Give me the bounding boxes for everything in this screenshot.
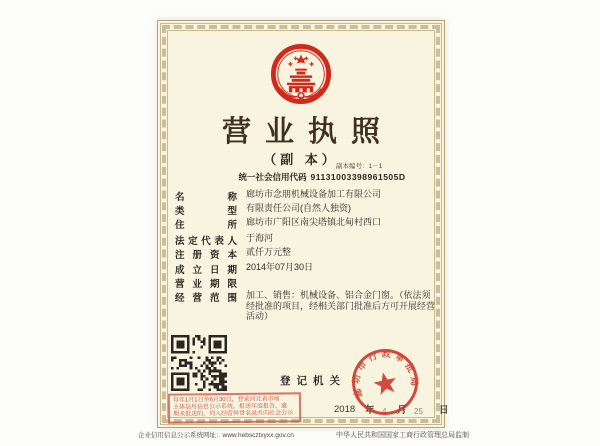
issue-day-unit: 日 xyxy=(439,405,449,416)
copy-number: 副本编号：1－1 xyxy=(336,163,383,170)
field-row-scope xyxy=(175,290,436,322)
field-value: 有限责任公司(自然人独资) xyxy=(246,203,351,213)
field-value: 廊坊市广阳区南尖塔镇北甸村西口 xyxy=(246,217,382,227)
field-label: 注册资本 xyxy=(175,250,237,261)
license-title: 营业执照 xyxy=(221,116,394,148)
footer-publicity-url: 企业信用信息公示系统网址：www.hebscztxyxx.gov.cn xyxy=(138,432,294,439)
seal-text: 廊坊市行政审批局 xyxy=(350,348,420,399)
issue-year-unit: 年 xyxy=(365,405,375,416)
annual-report-notice-stamp xyxy=(168,392,301,423)
field-label: 类型 xyxy=(175,206,237,217)
field-label: 名称 xyxy=(175,192,237,203)
issue-month: 4 xyxy=(382,407,387,416)
field-label: 经营范围 xyxy=(175,293,237,304)
official-seal-icon xyxy=(336,333,433,430)
field-value: 加工、销售：机械设备、铝合金门窗。（依法须经批准的项目，经相关部门批准后方可开展经营活动） xyxy=(246,290,436,321)
field-label: 营业期限 xyxy=(175,279,237,290)
field-label: 法定代表人 xyxy=(175,236,237,247)
issue-day: 25 xyxy=(414,407,423,416)
registration-authority-label: 登记机关 xyxy=(280,375,346,387)
notice-line: 期未报送的，列入经营异常名录并向社会公示 xyxy=(173,410,294,419)
field-row-term xyxy=(175,276,436,290)
issue-month-unit: 月 xyxy=(397,405,407,416)
issue-year: 2018 xyxy=(334,404,356,415)
notice-line: 每年1月1日至6月30日，登录河北省市场 xyxy=(172,396,280,404)
field-value: 贰仟万元整 xyxy=(246,247,292,257)
field-row-established xyxy=(175,262,436,276)
field-row-capital xyxy=(175,247,436,261)
field-value: 于海河 xyxy=(246,233,274,243)
license-subtitle: （副 本） xyxy=(263,152,339,167)
field-row-name xyxy=(175,189,436,203)
credit-code-value: 91131003398961505D xyxy=(310,172,406,182)
qr-code-icon xyxy=(171,335,227,391)
field-row-legal-rep xyxy=(175,233,436,247)
credit-code-label: 统一社会信用代码 xyxy=(238,172,307,182)
license-certificate xyxy=(157,20,449,428)
field-label: 住所 xyxy=(175,220,237,231)
footer-supervised-by: 中华人民共和国国家工商行政管理总局监制 xyxy=(336,432,469,439)
field-row-address xyxy=(175,217,436,231)
field-row-type xyxy=(175,203,436,217)
field-value: 廊坊市念朋机械设备加工有限公司 xyxy=(246,189,382,199)
field-label: 成立日期 xyxy=(175,265,237,276)
notice-line: 主体信用信息公示系统，报送年度报告，逾 xyxy=(172,403,288,411)
field-value: 2014年07月30日 xyxy=(246,262,314,272)
